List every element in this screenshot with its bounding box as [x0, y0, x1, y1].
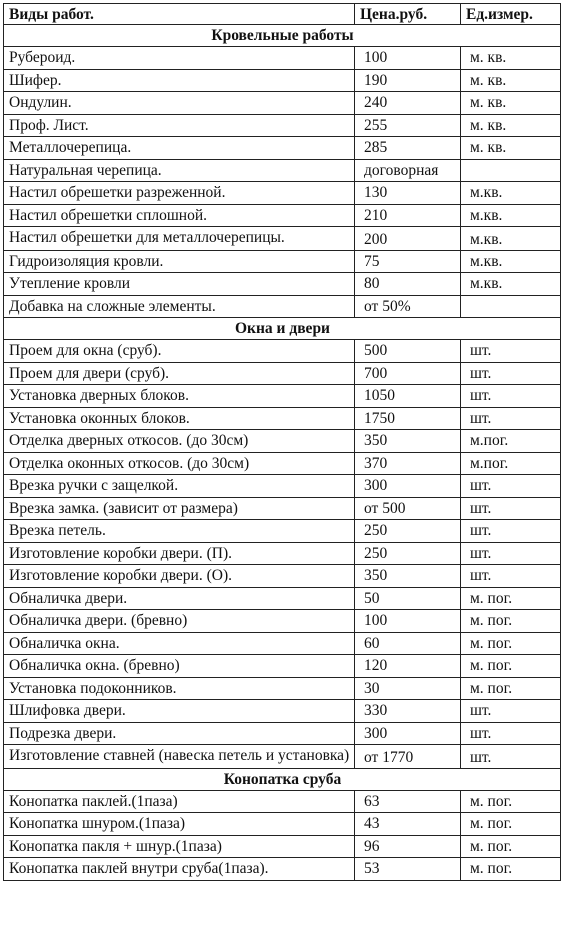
header-price: Цена.руб.	[355, 4, 461, 25]
table-row	[4, 700, 561, 723]
work-cell: Шлифовка двери.	[4, 700, 355, 723]
unit-cell: шт.	[461, 497, 561, 520]
section-row	[4, 318, 561, 340]
unit-cell: м. пог.	[461, 610, 561, 633]
work-cell: Обналичка окна.	[4, 632, 355, 655]
unit-cell: м.кв.	[461, 182, 561, 205]
unit-cell: м. пог.	[461, 858, 561, 881]
table-row	[4, 407, 561, 430]
section-title: Кровельные работы	[4, 25, 561, 47]
table-row	[4, 182, 561, 205]
work-cell: Конопатка паклей.(1паза)	[4, 790, 355, 813]
work-cell: Изготовление коробки двери. (П).	[4, 542, 355, 565]
work-cell: Настил обрешетки для металлочерепицы.	[4, 227, 355, 251]
table-row	[4, 385, 561, 408]
table-row	[4, 610, 561, 633]
table-row	[4, 273, 561, 296]
table-row	[4, 295, 561, 318]
unit-cell: м. пог.	[461, 655, 561, 678]
unit-cell: м. кв.	[461, 137, 561, 160]
table-row	[4, 340, 561, 363]
price-cell: 1050	[355, 385, 461, 408]
work-cell: Установка подоконников.	[4, 677, 355, 700]
price-cell: 210	[355, 204, 461, 227]
unit-cell: шт.	[461, 407, 561, 430]
unit-cell: шт.	[461, 565, 561, 588]
price-cell: 250	[355, 542, 461, 565]
work-cell: Отделка оконных откосов. (до 30см)	[4, 452, 355, 475]
price-cell: 30	[355, 677, 461, 700]
table-row	[4, 159, 561, 182]
work-cell: Гидроизоляция кровли.	[4, 250, 355, 273]
unit-cell: м.кв.	[461, 250, 561, 273]
price-cell: договорная	[355, 159, 461, 182]
work-cell: Проф. Лист.	[4, 114, 355, 137]
table-row	[4, 430, 561, 453]
work-cell: Конопатка пакля + шнур.(1паза)	[4, 835, 355, 858]
work-cell: Обналичка окна. (бревно)	[4, 655, 355, 678]
table-row	[4, 114, 561, 137]
price-list-table	[3, 3, 561, 881]
work-cell: Врезка замка. (зависит от размера)	[4, 497, 355, 520]
work-cell: Отделка дверных откосов. (до 30см)	[4, 430, 355, 453]
work-cell: Обналичка двери.	[4, 587, 355, 610]
price-cell: 60	[355, 632, 461, 655]
work-cell: Добавка на сложные элементы.	[4, 295, 355, 318]
table-row	[4, 362, 561, 385]
price-cell: 330	[355, 700, 461, 723]
unit-cell: шт.	[461, 722, 561, 745]
work-cell: Изготовление ставней (навеска петель и установка)	[4, 745, 355, 769]
work-cell: Проем для окна (сруб).	[4, 340, 355, 363]
section-title: Конопатка сруба	[4, 768, 561, 790]
unit-cell: м.кв.	[461, 204, 561, 227]
work-cell: Конопатка шнуром.(1паза)	[4, 813, 355, 836]
price-cell: 75	[355, 250, 461, 273]
unit-cell: шт.	[461, 542, 561, 565]
unit-cell: м.кв.	[461, 227, 561, 251]
price-cell: 255	[355, 114, 461, 137]
price-cell: 240	[355, 92, 461, 115]
table-row	[4, 47, 561, 70]
work-cell: Установка оконных блоков.	[4, 407, 355, 430]
unit-cell: м. кв.	[461, 47, 561, 70]
table-body	[4, 25, 561, 881]
work-cell: Обналичка двери. (бревно)	[4, 610, 355, 633]
work-cell: Рубероид.	[4, 47, 355, 70]
table-row	[4, 858, 561, 881]
table-row	[4, 677, 561, 700]
work-cell: Конопатка паклей внутри сруба(1паза).	[4, 858, 355, 881]
price-cell: 1750	[355, 407, 461, 430]
unit-cell: м. пог.	[461, 587, 561, 610]
table-row	[4, 632, 561, 655]
work-cell: Установка дверных блоков.	[4, 385, 355, 408]
price-cell: 80	[355, 273, 461, 296]
price-cell: 500	[355, 340, 461, 363]
work-cell: Проем для двери (сруб).	[4, 362, 355, 385]
price-cell: 300	[355, 475, 461, 498]
price-cell: от 50%	[355, 295, 461, 318]
unit-cell: м.пог.	[461, 430, 561, 453]
table-row	[4, 204, 561, 227]
price-cell: 200	[355, 227, 461, 251]
table-row	[4, 227, 561, 251]
table-row	[4, 745, 561, 769]
unit-cell: м. кв.	[461, 92, 561, 115]
unit-cell: м. пог.	[461, 835, 561, 858]
section-title: Окна и двери	[4, 318, 561, 340]
price-cell: 100	[355, 610, 461, 633]
price-cell: 120	[355, 655, 461, 678]
table-row	[4, 137, 561, 160]
price-cell: от 500	[355, 497, 461, 520]
unit-cell: шт.	[461, 700, 561, 723]
unit-cell: м. пог.	[461, 790, 561, 813]
price-cell: 300	[355, 722, 461, 745]
header-work: Виды работ.	[4, 4, 355, 25]
price-cell: 100	[355, 47, 461, 70]
table-row	[4, 587, 561, 610]
work-cell: Утепление кровли	[4, 273, 355, 296]
unit-cell: м. пог.	[461, 813, 561, 836]
price-cell: 285	[355, 137, 461, 160]
table-row	[4, 92, 561, 115]
unit-cell: м.кв.	[461, 273, 561, 296]
header-unit: Ед.измер.	[461, 4, 561, 25]
price-cell: 250	[355, 520, 461, 543]
work-cell: Настил обрешетки сплошной.	[4, 204, 355, 227]
table-header-row	[4, 4, 561, 25]
section-row	[4, 25, 561, 47]
unit-cell: шт.	[461, 520, 561, 543]
price-cell: 350	[355, 430, 461, 453]
unit-cell: м. кв.	[461, 69, 561, 92]
table-row	[4, 790, 561, 813]
unit-cell: шт.	[461, 475, 561, 498]
price-cell: 130	[355, 182, 461, 205]
work-cell: Изготовление коробки двери. (О).	[4, 565, 355, 588]
unit-cell: м. пог.	[461, 632, 561, 655]
table-row	[4, 250, 561, 273]
work-cell: Металлочерепица.	[4, 137, 355, 160]
price-cell: 96	[355, 835, 461, 858]
work-cell: Шифер.	[4, 69, 355, 92]
unit-cell	[461, 159, 561, 182]
table-row	[4, 497, 561, 520]
price-cell: 43	[355, 813, 461, 836]
price-cell: от 1770	[355, 745, 461, 769]
unit-cell: м. кв.	[461, 114, 561, 137]
work-cell: Врезка ручки с защелкой.	[4, 475, 355, 498]
section-row	[4, 768, 561, 790]
price-cell: 50	[355, 587, 461, 610]
work-cell: Ондулин.	[4, 92, 355, 115]
table-row	[4, 835, 561, 858]
unit-cell: шт.	[461, 340, 561, 363]
table-row	[4, 520, 561, 543]
table-row	[4, 722, 561, 745]
unit-cell: шт.	[461, 385, 561, 408]
table-row	[4, 452, 561, 475]
price-cell: 63	[355, 790, 461, 813]
price-cell: 700	[355, 362, 461, 385]
work-cell: Настил обрешетки разреженной.	[4, 182, 355, 205]
table-row	[4, 655, 561, 678]
table-row	[4, 565, 561, 588]
table-row	[4, 69, 561, 92]
work-cell: Натуральная черепица.	[4, 159, 355, 182]
work-cell: Подрезка двери.	[4, 722, 355, 745]
table-row	[4, 475, 561, 498]
unit-cell: шт.	[461, 745, 561, 769]
price-cell: 190	[355, 69, 461, 92]
unit-cell: шт.	[461, 362, 561, 385]
unit-cell: м. пог.	[461, 677, 561, 700]
table-row	[4, 542, 561, 565]
unit-cell	[461, 295, 561, 318]
work-cell: Врезка петель.	[4, 520, 355, 543]
price-cell: 53	[355, 858, 461, 881]
price-cell: 350	[355, 565, 461, 588]
unit-cell: м.пог.	[461, 452, 561, 475]
table-row	[4, 813, 561, 836]
price-cell: 370	[355, 452, 461, 475]
